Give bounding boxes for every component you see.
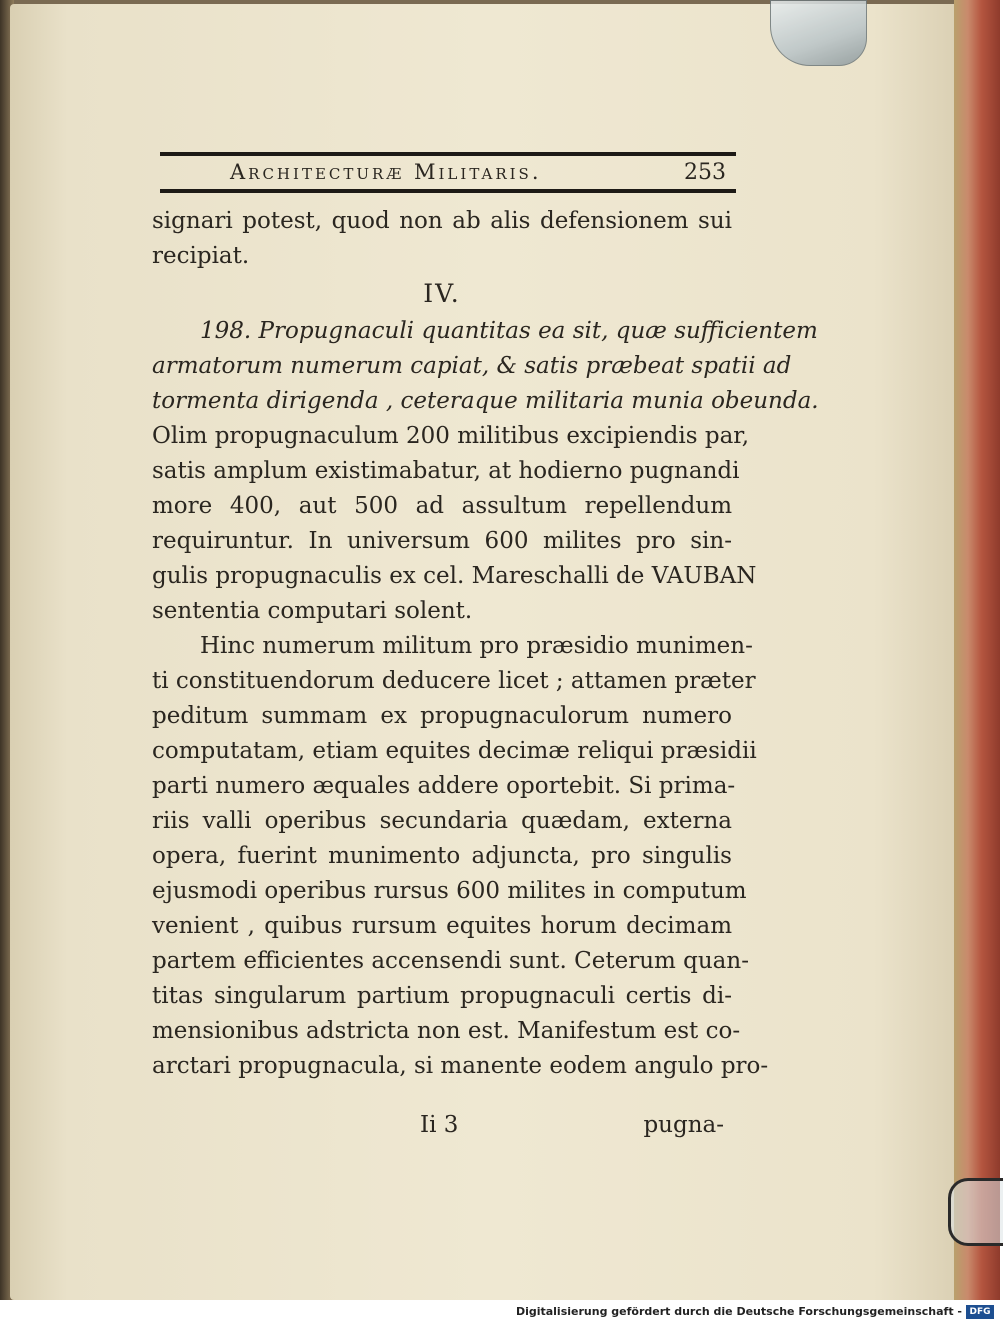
text-line: parti numero æquales addere oportebit. Si prima- [152, 773, 736, 799]
text-line: arctari propugnacula, si manente eodem angulo pro- [152, 1053, 769, 1079]
text-line: titas singularum partium propugnaculi certis di- [152, 983, 732, 1009]
text-line: ti constituendorum deducere licet ; attamen præter [152, 668, 756, 694]
text-line: mensionibus adstricta non est. Manifestum est co- [152, 1018, 741, 1044]
page-clip-bottom [948, 1178, 1003, 1246]
section-heading: IV. [423, 279, 461, 308]
dfg-logo-icon: DFG [966, 1305, 994, 1319]
text-line: venient , quibus rursum equites horum decimam [152, 913, 732, 939]
text-line: peditum summam ex propugnaculorum numero [152, 703, 732, 729]
text-line: opera, fuerint munimento adjuncta, pro singulis [152, 843, 732, 869]
text-line: Hinc numerum militum pro præsidio munimen- [200, 633, 753, 659]
book-edge [954, 0, 1000, 1300]
text-line: gulis propugnaculis ex cel. Mareschalli de VAUBAN [152, 563, 757, 589]
text-line: sententia computari solent. [152, 598, 473, 624]
header-rule-top [160, 152, 736, 156]
credit-bar [0, 1300, 1000, 1326]
signature-mark: Ii 3 [420, 1112, 459, 1138]
header-rule-bottom [160, 189, 736, 193]
text-line: signari potest, quod non ab alis defensionem sui [152, 208, 732, 234]
catchword: pugna- [643, 1112, 724, 1138]
text-line: requiruntur. In universum 600 milites pro sin- [152, 528, 732, 554]
running-title: Architecturæ Militaris. [230, 160, 542, 184]
running-header [160, 148, 736, 196]
text-line: computatam, etiam equites decimæ reliqui præsidii [152, 738, 757, 764]
text-line: ejusmodi operibus rursus 600 milites in computum [152, 878, 747, 904]
funding-credit: Digitalisierung gefördert durch die Deutsche Forschungsgemeinschaft - [515, 1305, 962, 1318]
text-line: tormenta dirigenda , ceteraque militaria munia obeunda. [152, 388, 819, 414]
text-line: more 400, aut 500 ad assultum repellendum [152, 493, 732, 519]
text-line: satis amplum existimabatur, at hodierno pugnandi [152, 458, 740, 484]
text-line: 198. Propugnaculi quantitas ea sit, quæ sufficientem [200, 318, 818, 344]
text-line: riis valli operibus secundaria quædam, externa [152, 808, 732, 834]
text-line: Olim propugnaculum 200 militibus excipiendis par, [152, 423, 750, 449]
page-number: 253 [684, 160, 726, 185]
page-footer [152, 1112, 732, 1142]
text-line: partem efficientes accensendi sunt. Ceterum quan- [152, 948, 749, 974]
text-line: armatorum numerum capiat, & satis præbeat spatii ad [152, 353, 792, 379]
body-text [152, 204, 819, 1084]
text-line: recipiat. [152, 243, 250, 269]
page-clip-top [770, 0, 867, 66]
